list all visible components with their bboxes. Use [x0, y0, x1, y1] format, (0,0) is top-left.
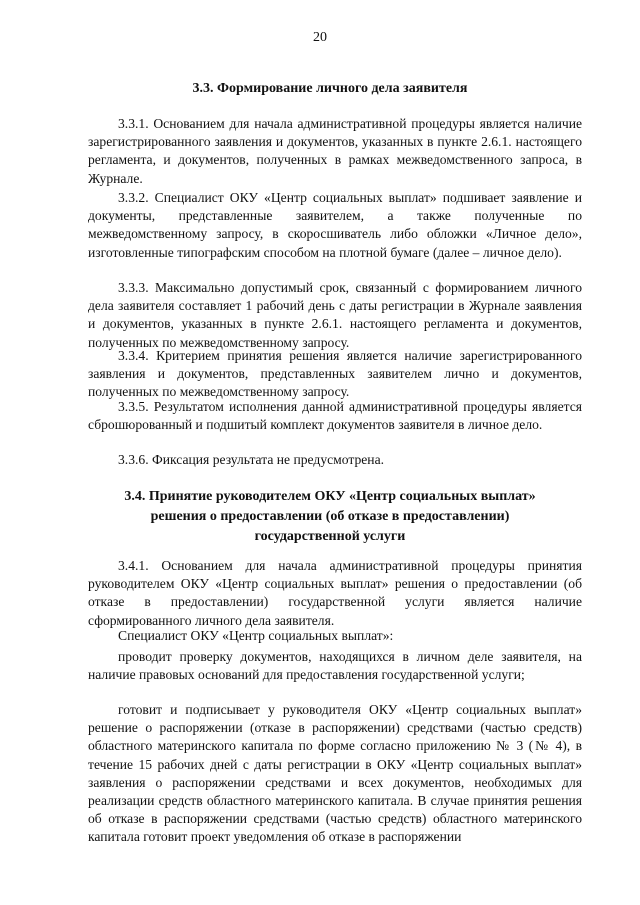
paragraph-prepare-decision: готовит и подписывает у руководителя ОКУ «Центр социальных выплат» решение о распоряжении (отказе в распоряжении) средствами (частью средств) областного материнского капитала по форме согласно приложению № 3 (№ 4), в течение 15 рабочих дней с даты регистрации в ОКУ «Центр социальных выплат» заявления о распоряжении средствами и всех документов, необходимых для реализации средств областного материнского капитала. В случае принятия решения об отказе в распоряжении средствами (частью средств) областного материнского капитала готовит проект уведомления об отказе в распоряжении [88, 702, 582, 845]
paragraph-3-3-2: 3.3.2. Специалист ОКУ «Центр социальных выплат» подшивает заявление и документы, представленные заявителем, а также полученные по межведомственному запросу, в скоросшиватель либо обложки «Личное дело», изготовленные типографским способом на плотной бумаге (далее – личное дело). [88, 190, 582, 260]
paragraph-3-3-5: 3.3.5. Результатом исполнения данной административной процедуры является сброшюрованный и подшитый комплект документов заявителя в личное дело. [88, 399, 582, 433]
section-3-4-heading-line: 3.4. Принятие руководителем ОКУ «Центр социальных выплат» [124, 489, 536, 504]
section-3-4-heading-line: решения о предоставлении (об отказе в предоставлении) [150, 509, 510, 524]
section-3-3-heading: 3.3. Формирование личного дела заявителя [192, 81, 468, 96]
section-3-4-heading [60, 487, 600, 547]
paragraph-3-3-1: 3.3.1. Основанием для начала административной процедуры является наличие зарегистрированного заявления и документов, указанных в пункте 2.6.1. настоящего регламента, и документов, полученных в рамках межведомственного запроса, в Журнале. [88, 116, 582, 186]
section-3-4-heading-line: государственной услуги [254, 529, 406, 544]
paragraph-3-3-4: 3.3.4. Критерием принятия решения является наличие зарегистрированного заявления и документов, представленных заявителем лично и документов, полученных по межведомственному запросу. [88, 348, 582, 400]
paragraph-3-4-1: 3.4.1. Основанием для начала административной процедуры принятия руководителем ОКУ «Центр социальных выплат» решения о предоставлении (об отказе в предоставлении) государственной услуги является наличие сформированного личного дела заявителя. [88, 558, 582, 628]
paragraph-check-documents: проводит проверку документов, находящихся в личном деле заявителя, на наличие правовых оснований для предоставления государственной услуги; [88, 649, 582, 683]
paragraph-3-3-6: 3.3.6. Фиксация результата не предусмотрена. [118, 452, 385, 467]
paragraph-3-3-3: 3.3.3. Максимально допустимый срок, связанный с формированием личного дела заявителя составляет 1 рабочий день с даты регистрации в Журнале заявления и документов, указанных в пункте 2.6.1. настоящего регламента и документов, полученных по межведомственному запросу. [88, 280, 582, 350]
paragraph-specialist: Специалист ОКУ «Центр социальных выплат»: [118, 628, 394, 643]
page-number: 20 [313, 30, 327, 45]
